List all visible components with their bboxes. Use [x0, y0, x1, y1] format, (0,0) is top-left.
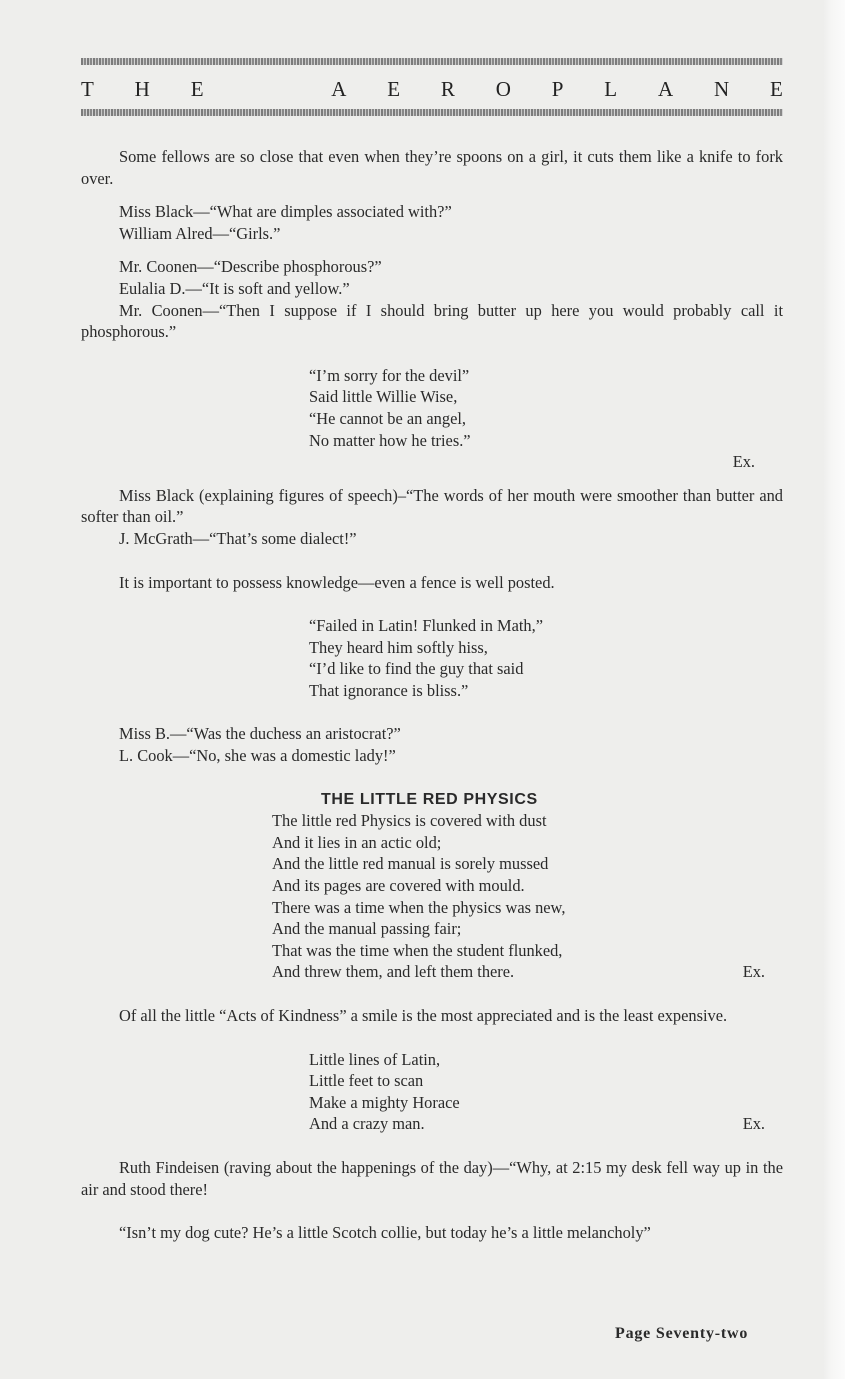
poem-line: And the manual passing fair; [272, 919, 462, 939]
dialog-line: Eulalia D.—“It is soft and yellow.” [119, 278, 350, 298]
verse-line: “I’d like to find the guy that said [309, 659, 524, 679]
verse-line: Said little Willie Wise, [309, 387, 458, 407]
joke-fence: It is important to possess knowledge—even a fence is well posted. [119, 572, 555, 592]
verse-line: Make a mighty Horace [309, 1092, 460, 1112]
poem-line: The little red Physics is covered with dust [272, 811, 547, 831]
verse-line: Little lines of Latin, [309, 1049, 441, 1069]
verse-line: “Failed in Latin! Flunked in Math,” [309, 616, 543, 636]
poem-credit: Ex. [742, 962, 765, 982]
verse-line: They heard him softly hiss, [309, 637, 488, 657]
poem-line: There was a time when the physics was new, [272, 897, 566, 917]
dialog-line: J. McGrath—“That’s some dialect!” [119, 528, 357, 548]
verse-line: And a crazy man. [309, 1114, 425, 1134]
masthead-bottom-rule [81, 109, 783, 116]
verse-line: No matter how he tries.” [309, 430, 471, 450]
masthead-title [81, 77, 783, 101]
masthead [81, 58, 783, 116]
title-letter: A [331, 77, 347, 101]
verse-credit: Ex. [742, 1114, 765, 1134]
poem-line: And its pages are covered with mould. [272, 876, 525, 896]
joke-spoons: Some fellows are so close that even when they’re spoons on a girl, it cuts them like a knife to fork over. [81, 147, 783, 188]
verse-last-row [81, 1113, 783, 1135]
poem-line: And threw them, and left them there. [272, 962, 515, 982]
poem-title: THE LITTLE RED PHYSICS [321, 790, 538, 808]
verse-credit: Ex. [732, 452, 755, 472]
joke-dog: “Isn’t my dog cute? He’s a little Scotch collie, but today he’s a little melancholy” [119, 1223, 651, 1243]
verse-line: “I’m sorry for the devil” [309, 365, 470, 385]
poem-line: And the little red manual is sorely mussed [272, 854, 549, 874]
page-content [81, 146, 783, 1244]
title-letter: E [770, 77, 783, 101]
dialog-line-long: Miss Black (explaining figures of speech)–“The words of her mouth were smoother than butter and softer than oil.” [81, 485, 783, 527]
poem-line: That was the time when the student flunked, [272, 940, 563, 960]
title-letter: E [190, 77, 204, 101]
dialog-line: Miss B.—“Was the duchess an aristocrat?” [119, 724, 401, 744]
title-letter: L [604, 77, 618, 101]
title-letter: O [495, 77, 511, 101]
page-edge-shadow [823, 0, 845, 1379]
dialog-line: Miss Black—“What are dimples associated with?” [119, 202, 452, 222]
poem-last-row [81, 961, 783, 983]
verse-line: Little feet to scan [309, 1071, 424, 1091]
title-letter: E [387, 77, 401, 101]
page-number: Page Seventy-two [615, 1325, 749, 1342]
joke-kindness: Of all the little “Acts of Kindness” a smile is the most appreciated and is the least expensive. [119, 1006, 728, 1025]
title-letter: R [440, 77, 455, 101]
verse-line: That ignorance is bliss.” [309, 680, 469, 700]
dialog-line: William Alred—“Girls.” [119, 223, 281, 243]
dialog-line: Mr. Coonen—“Describe phosphorous?” [119, 257, 382, 277]
poem-line: And it lies in an actic old; [272, 832, 442, 852]
dialog-line-long: Mr. Coonen—“Then I suppose if I should bring butter up here you would probably call it phosphorous.” [81, 300, 783, 342]
title-letter: A [657, 77, 674, 101]
title-letter: T [81, 77, 94, 101]
title-letter: H [134, 77, 150, 101]
dialog-line: L. Cook—“No, she was a domestic lady!” [119, 746, 396, 766]
verse-line: “He cannot be an angel, [309, 408, 466, 428]
joke-desk: Ruth Findeisen (raving about the happenings of the day)—“Why, at 2:15 my desk fell way up in the air and stood there! [81, 1157, 783, 1199]
masthead-top-rule [81, 58, 783, 65]
title-gap [244, 77, 290, 101]
title-letter: P [551, 77, 564, 101]
title-letter: N [713, 77, 730, 101]
